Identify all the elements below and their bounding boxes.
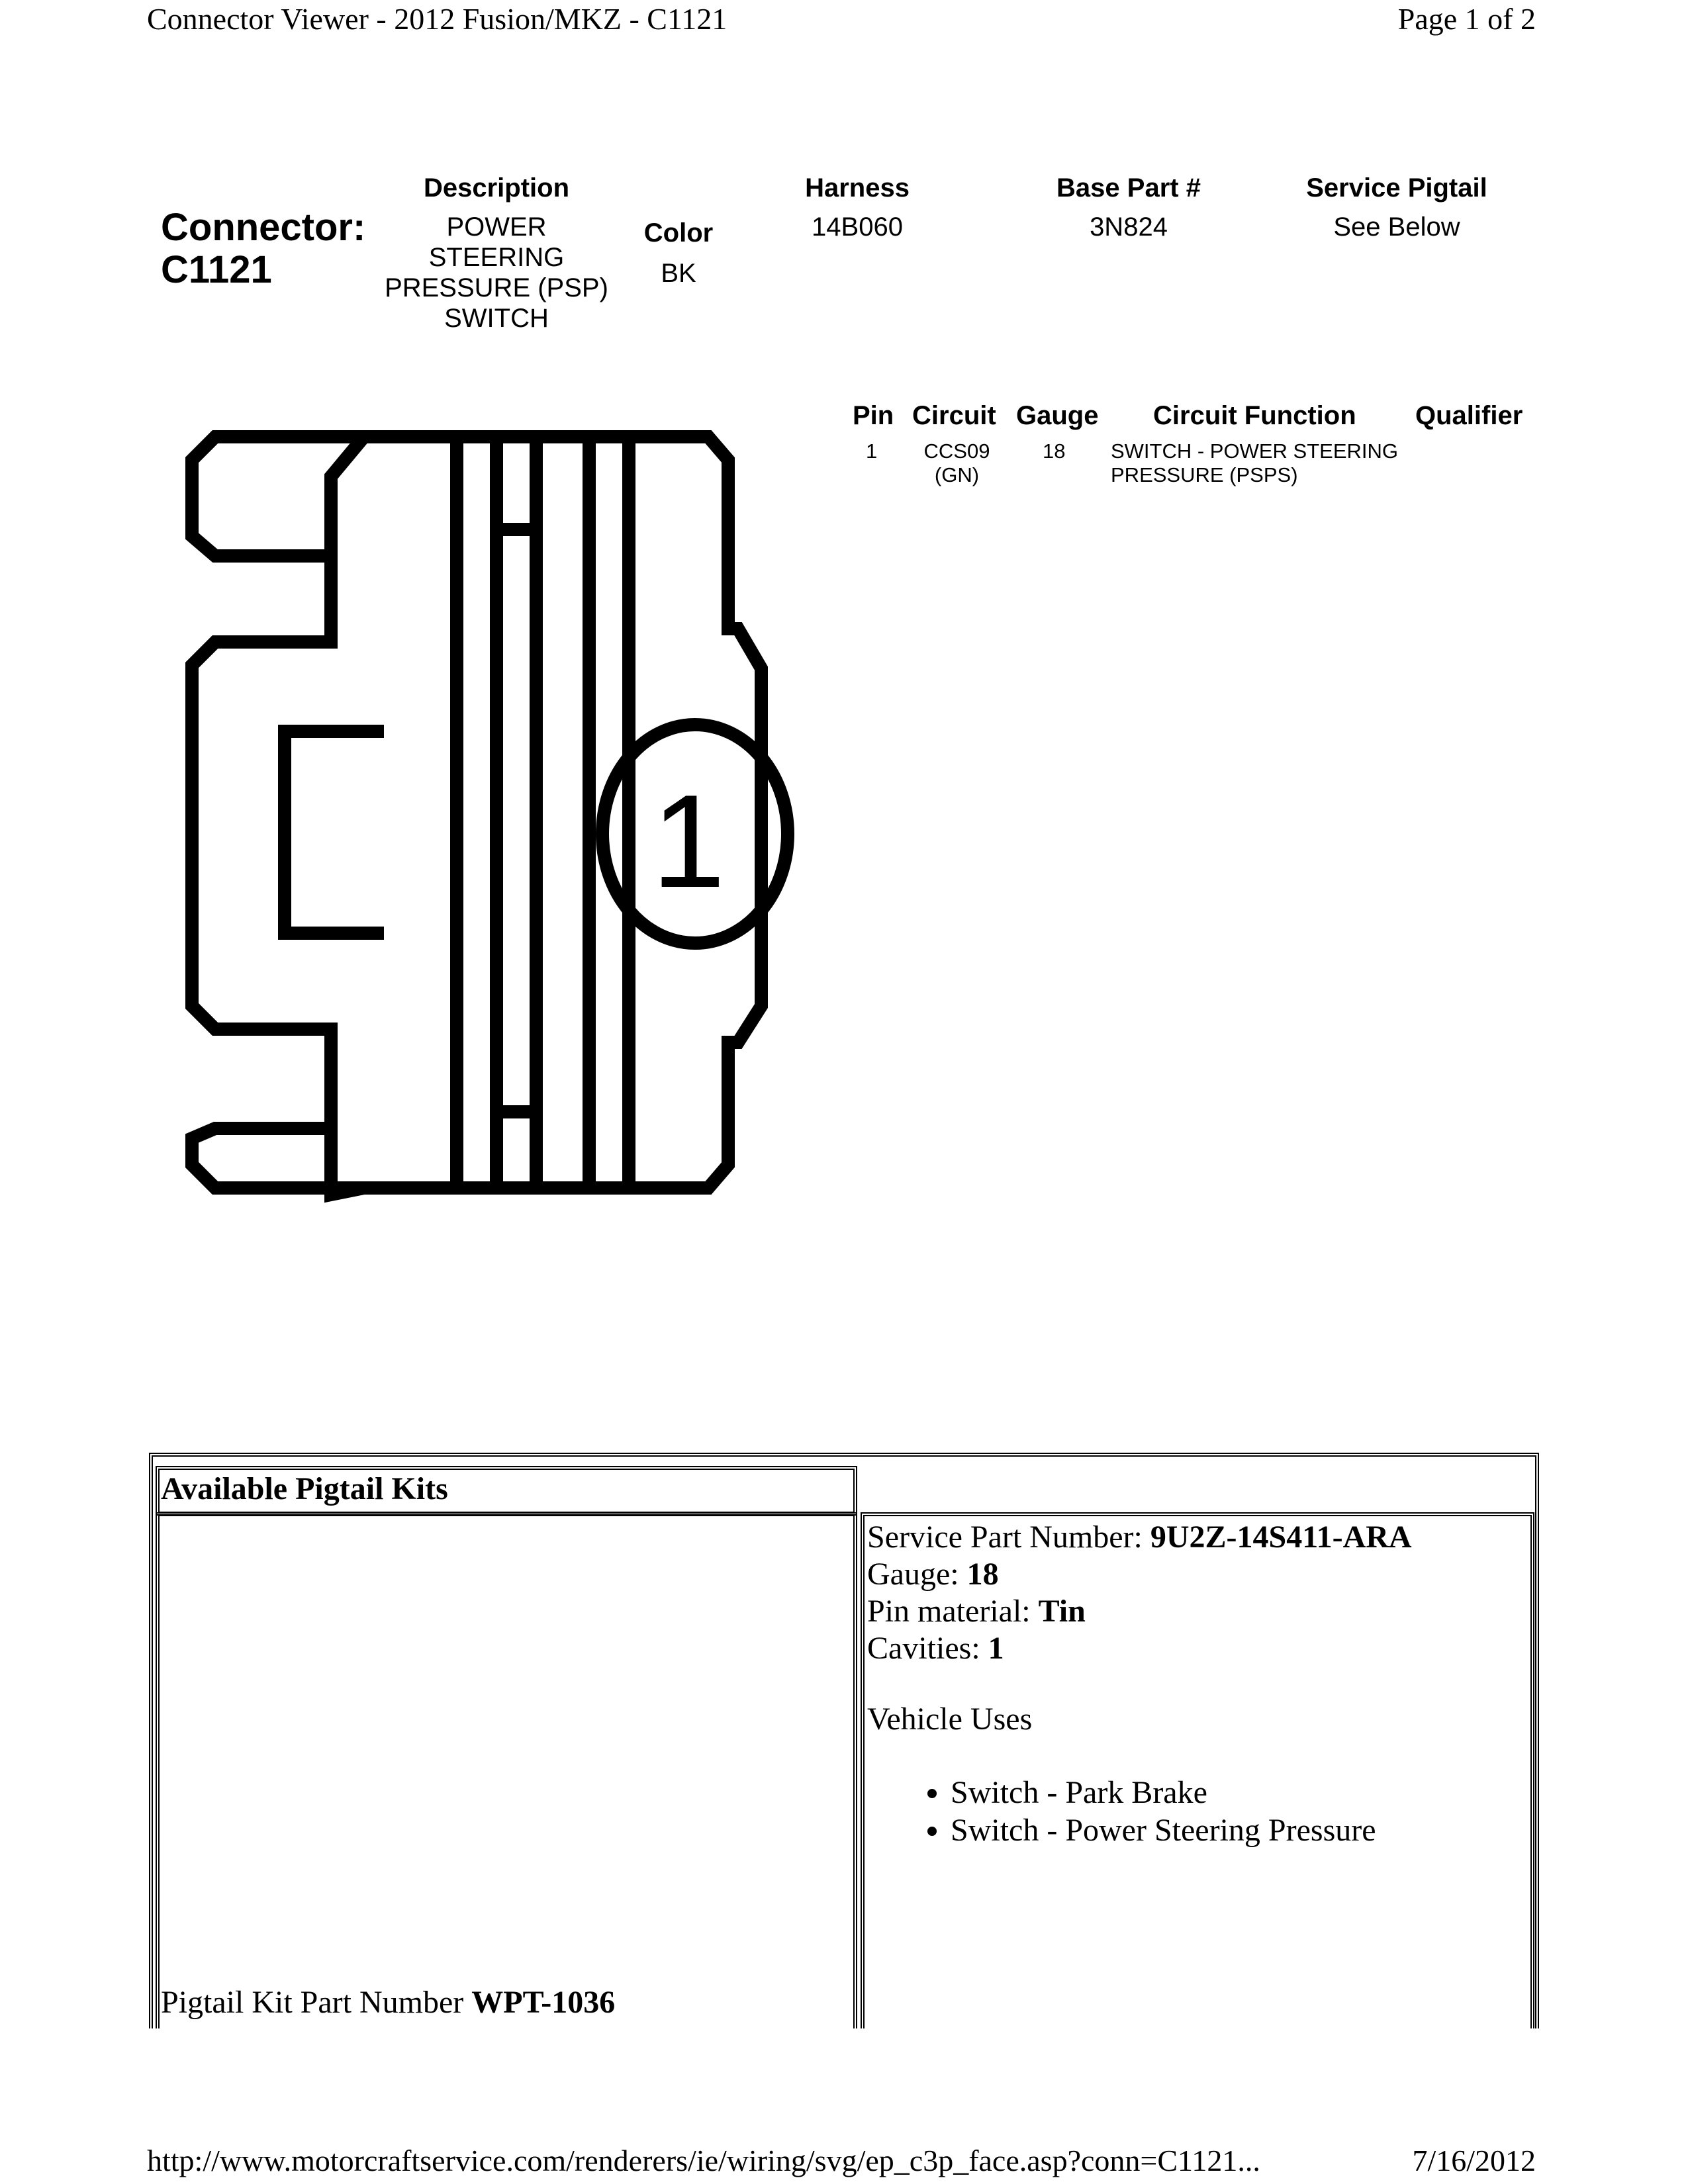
vehicle-uses-list <box>887 1774 1376 1849</box>
description-header: Description <box>423 173 570 203</box>
list-item: • Switch - Park Brake <box>951 1774 1376 1811</box>
cavities: Cavities: 1 <box>867 1631 1004 1666</box>
base-part-value: 3N824 <box>1090 212 1168 242</box>
circuit-column-header: Circuit <box>912 401 996 430</box>
print-date: 7/16/2012 <box>1412 2144 1536 2177</box>
list-item: • Switch - Power Steering Pressure <box>951 1811 1376 1849</box>
gauge-cell: 18 <box>1043 439 1066 463</box>
pigtail-section-title: Available Pigtail Kits <box>161 1471 448 1506</box>
service-pigtail-value: See Below <box>1333 212 1460 242</box>
connector-face-diagram <box>179 424 814 1257</box>
service-part-number: Service Part Number: 9U2Z-14S411-ARA <box>867 1520 1412 1555</box>
pin-material: Pin material: Tin <box>867 1594 1086 1629</box>
page-header-title: Connector Viewer - 2012 Fusion/MKZ - C1121 <box>147 2 727 36</box>
description-line: STEERING <box>428 243 565 272</box>
color-header: Color <box>643 218 714 248</box>
pigtail-details <box>867 1519 1412 1667</box>
connector-upper-notch <box>331 437 364 556</box>
pin-column-header: Pin <box>853 401 894 430</box>
pigtail-kit-box <box>156 1512 857 2028</box>
description-line: SWITCH <box>444 304 549 333</box>
connector-id: C1121 <box>161 248 272 291</box>
circuit-color: (GN) <box>934 463 980 486</box>
kit-part-label: Pigtail Kit Part Number <box>161 1985 472 2020</box>
color-value: BK <box>661 259 696 288</box>
service-pigtail-header: Service Pigtail <box>1306 173 1487 203</box>
connector-lower-notch <box>331 1128 364 1195</box>
pin-number-label: 1 <box>651 768 726 915</box>
pin-cell: 1 <box>866 439 878 463</box>
pigtail-gauge: Gauge: 18 <box>867 1557 999 1592</box>
description-line: PRESSURE (PSP) <box>385 273 608 302</box>
vehicle-uses-label: Vehicle Uses <box>867 1702 1033 1737</box>
description-value <box>361 212 632 334</box>
pigtail-kit-part-number <box>161 1984 615 2021</box>
circuit-function-line: SWITCH - POWER STEERING <box>1111 439 1398 463</box>
connector-label-line1: Connector: <box>161 206 366 249</box>
circuit-function-cell <box>1111 439 1429 487</box>
harness-header: Harness <box>805 173 910 203</box>
qualifier-column-header: Qualifier <box>1415 401 1523 430</box>
circuit-function-column-header: Circuit Function <box>1153 401 1356 430</box>
page-number: Page 1 of 2 <box>1397 2 1536 36</box>
connector-key-slot <box>285 731 384 933</box>
circuit-cell <box>912 439 1002 487</box>
harness-value: 14B060 <box>812 212 903 242</box>
description-line: POWER <box>446 212 547 242</box>
circuit-function-line: PRESSURE (PSPS) <box>1111 463 1298 486</box>
gauge-column-header: Gauge <box>1016 401 1099 430</box>
source-url: http://www.motorcraftservice.com/renderers/ie/wiring/svg/ep_c3p_face.asp?conn=C1121... <box>147 2144 1260 2177</box>
connector-label <box>161 206 365 291</box>
kit-part-value: WPT-1036 <box>471 1985 616 2020</box>
base-part-header: Base Part # <box>1056 173 1201 203</box>
circuit-code: CCS09 <box>923 439 990 463</box>
